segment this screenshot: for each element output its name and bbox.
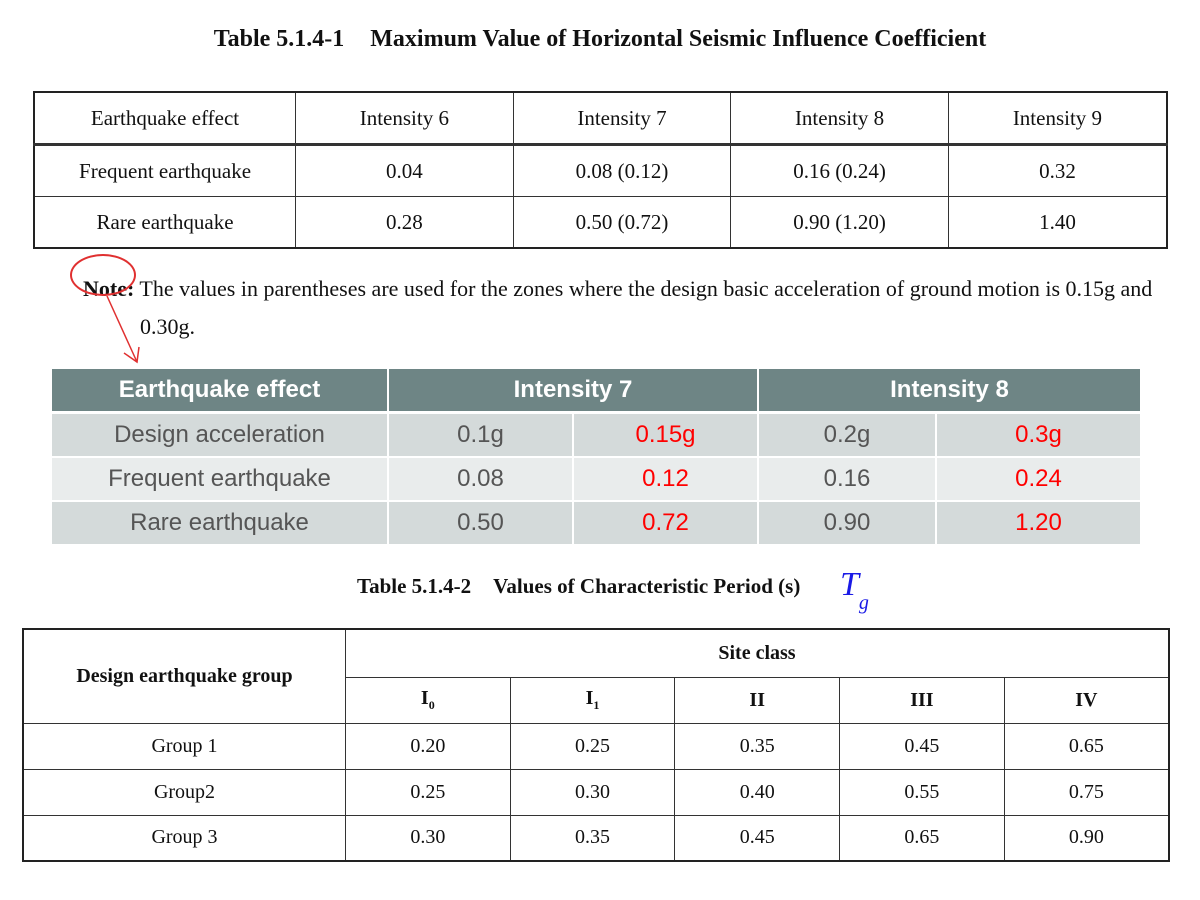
seismic-coefficient-table [33, 91, 1168, 249]
table3-title-text: Values of Characteristic Period (s) [493, 574, 801, 598]
table-cell: 0.2g [759, 414, 937, 458]
site-class-cell [840, 677, 1005, 723]
site-class-label: IV [1075, 688, 1098, 711]
table-cell: 0.08 (0.12) [513, 145, 731, 197]
site-class-header-cell: Site class [345, 629, 1169, 677]
table-header-row [34, 92, 1167, 145]
table-cell: 1.40 [948, 197, 1167, 249]
table-cell: 0.04 [296, 145, 514, 197]
table3-title [357, 574, 800, 599]
table-cell: 0.50 [389, 502, 574, 546]
table-header-cell: Intensity 8 [759, 369, 1142, 414]
table-cell: 0.65 [840, 815, 1005, 861]
table1-title-number: Table 5.1.4-1 [213, 26, 345, 52]
table-row [52, 414, 1142, 458]
table-cell-highlight: 1.20 [937, 502, 1142, 546]
intensity-comparison-table [52, 369, 1142, 546]
table-cell: Rare earthquake [34, 197, 296, 249]
site-class-cell [345, 677, 510, 723]
table-row [52, 502, 1142, 546]
table-cell: 0.35 [675, 723, 840, 769]
table-header-cell: Intensity 7 [389, 369, 759, 414]
site-class-label: II [749, 688, 765, 711]
table-cell-highlight: 0.12 [574, 458, 759, 502]
table-cell: Design acceleration [52, 414, 389, 458]
table-row [34, 145, 1167, 197]
table-cell: 0.30 [510, 769, 675, 815]
symbol-main: T [840, 566, 859, 603]
site-class-subscript: 0 [428, 698, 435, 712]
site-class-subscript: 1 [593, 698, 600, 712]
group-header-cell: Design earthquake group [23, 629, 345, 723]
table-cell: 0.90 [759, 502, 937, 546]
note-text: The values in parentheses are used for the zones where the design basic acceleration of ground motion is 0.15g and [139, 276, 1153, 301]
table-cell: 0.45 [675, 815, 840, 861]
table-cell: 0.28 [296, 197, 514, 249]
table-cell: 0.30 [345, 815, 510, 861]
table-cell: 0.16 (0.24) [731, 145, 949, 197]
table-header-cell: Earthquake effect [34, 92, 296, 145]
table-row [23, 723, 1169, 769]
table-cell-highlight: 0.3g [937, 414, 1142, 458]
site-class-cell [510, 677, 675, 723]
table-cell: 0.50 (0.72) [513, 197, 731, 249]
table-row [34, 197, 1167, 249]
table-cell-highlight: 0.15g [574, 414, 759, 458]
table-header-cell: Intensity 8 [731, 92, 949, 145]
table-cell: 0.75 [1004, 769, 1169, 815]
table-row [23, 769, 1169, 815]
table-header-cell: Intensity 7 [513, 92, 731, 145]
table-header-cell: Intensity 6 [296, 92, 514, 145]
table-cell: 0.35 [510, 815, 675, 861]
table-cell: 0.25 [510, 723, 675, 769]
table-cell: Frequent earthquake [52, 458, 389, 502]
site-class-label: I [585, 687, 594, 709]
table-cell: 0.90 (1.20) [731, 197, 949, 249]
table-cell: 0.08 [389, 458, 574, 502]
table-cell: 0.65 [1004, 723, 1169, 769]
table-cell: Rare earthquake [52, 502, 389, 546]
table-cell: Frequent earthquake [34, 145, 296, 197]
characteristic-period-table [22, 628, 1170, 862]
table-cell: 0.55 [840, 769, 1005, 815]
site-class-cell [675, 677, 840, 723]
table-cell: Group2 [23, 769, 345, 815]
table-header-row [23, 629, 1169, 677]
table-cell: 0.32 [948, 145, 1167, 197]
table-cell: Group 1 [23, 723, 345, 769]
table-cell-highlight: 0.72 [574, 502, 759, 546]
table3-title-number: Table 5.1.4-2 [357, 574, 472, 598]
annotation-arrow-icon [0, 0, 200, 380]
table-cell: 0.45 [840, 723, 1005, 769]
table-header-row [52, 369, 1142, 414]
site-class-cell [1004, 677, 1169, 723]
table-cell: 0.16 [759, 458, 937, 502]
note-label: Note: [83, 276, 135, 301]
table-row [23, 815, 1169, 861]
site-class-label: III [910, 688, 934, 711]
table-cell-highlight: 0.24 [937, 458, 1142, 502]
table-cell: Group 3 [23, 815, 345, 861]
table-header-cell: Earthquake effect [52, 369, 389, 414]
table1-note [83, 264, 1173, 314]
table1-title-text: Maximum Value of Horizontal Seismic Influence Coefficient [370, 26, 987, 52]
site-class-label: I [420, 687, 429, 709]
table-cell: 0.90 [1004, 815, 1169, 861]
table-row [52, 458, 1142, 502]
symbol-subscript: g [858, 591, 869, 614]
note-text-continued: 0.30g. [140, 314, 195, 339]
table-header-cell: Intensity 9 [948, 92, 1167, 145]
table-cell: 0.25 [345, 769, 510, 815]
table-cell: 0.20 [345, 723, 510, 769]
table-cell: 0.1g [389, 414, 574, 458]
table-cell: 0.40 [675, 769, 840, 815]
characteristic-period-symbol [840, 566, 869, 614]
